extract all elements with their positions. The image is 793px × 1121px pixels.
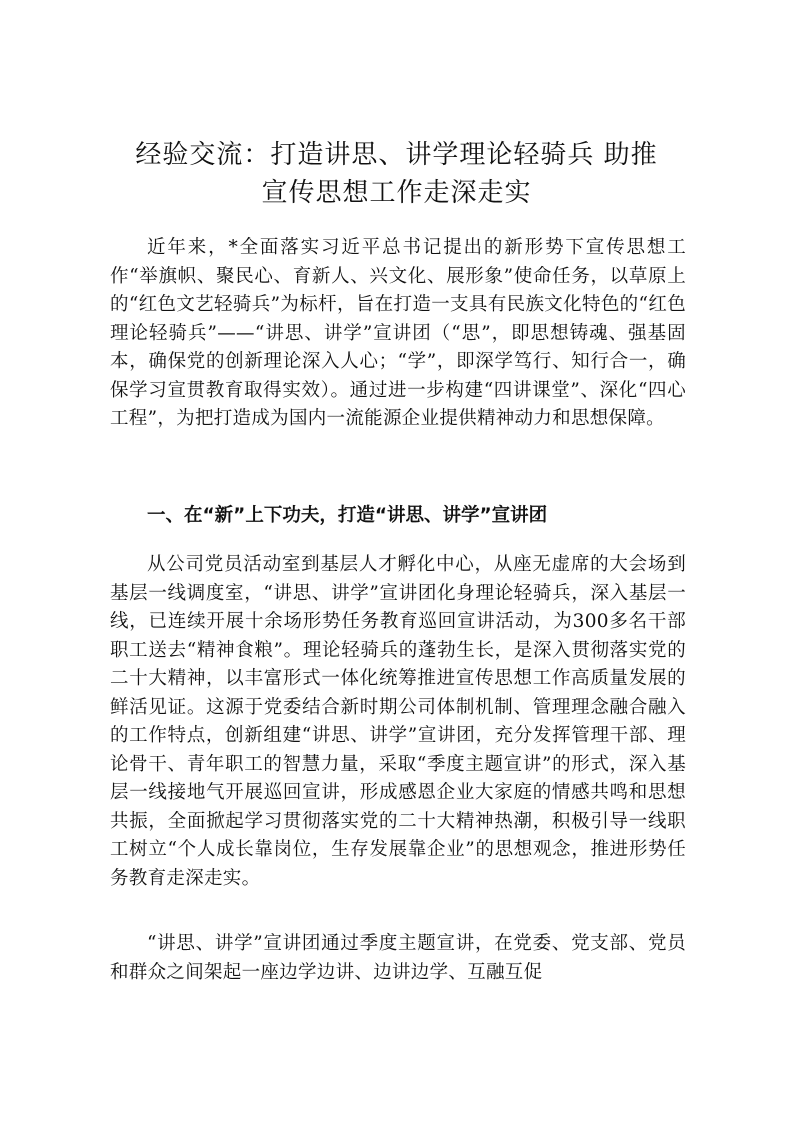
paragraph-section-1-continued: “讲思、讲学”宣讲团通过季度主题宣讲，在党委、党支部、党员和群众之间架起一座边学边讲、边讲边学、互融互促 <box>110 933 686 983</box>
section-heading-1: 一、在“新”上下功夫，打造“讲思、讲学”宣讲团 <box>147 505 548 526</box>
paragraph-intro: 近年来，*全面落实习近平总书记提出的新形势下宣传思想工作“举旗帜、聚民心、育新人、兴文化、展形象”使命任务，以草原上的“红色文艺轻骑兵”为标杆，旨在打造一支具有民族文化特色的“红色理论轻骑兵”——“讲思、讲学”宣讲团（“思”，即思想铸魂、强基固本，确保党的创新理论深入人心；“学”，即深学笃行、知行合一，确保学习宣贯教育取得实效）。通过进一步构建“四讲课堂”、深化“四心工程”，为把打造成为国内一流能源企业提供精神动力和思想保障。 <box>110 237 686 429</box>
title-line-1: 经验交流：打造讲思、讲学理论轻骑兵 助推 <box>135 140 658 170</box>
document-title <box>100 136 693 212</box>
title-line-2: 宣传思想工作走深走实 <box>261 178 532 208</box>
paragraph-section-1: 从公司党员活动室到基层人才孵化中心，从座无虚席的大会场到基层一线调度室，“讲思、讲学”宣讲团化身理论轻骑兵，深入基层一线，已连续开展十余场形势任务教育巡回宣讲活动，为300多名干部职工送去“精神食粮”。理论轻骑兵的蓬勃生长，是深入贯彻落实党的二十大精神，以丰富形式一体化统筹推进宣传思想工作高质量发展的鲜活见证。这源于党委结合新时期公司体制机制、管理理念融合融入的工作特点，创新组建“讲思、讲学”宣讲团，充分发挥管理干部、理论骨干、青年职工的智慧力量，采取“季度主题宣讲”的形式，深入基层一线接地气开展巡回宣讲，形成感恩企业大家庭的情感共鸣和思想共振，全面掀起学习贯彻落实党的二十大精神热潮，积极引导一线职工树立“个人成长靠岗位，生存发展靠企业”的思想观念，推进形势任务教育走深走实。 <box>110 554 686 889</box>
